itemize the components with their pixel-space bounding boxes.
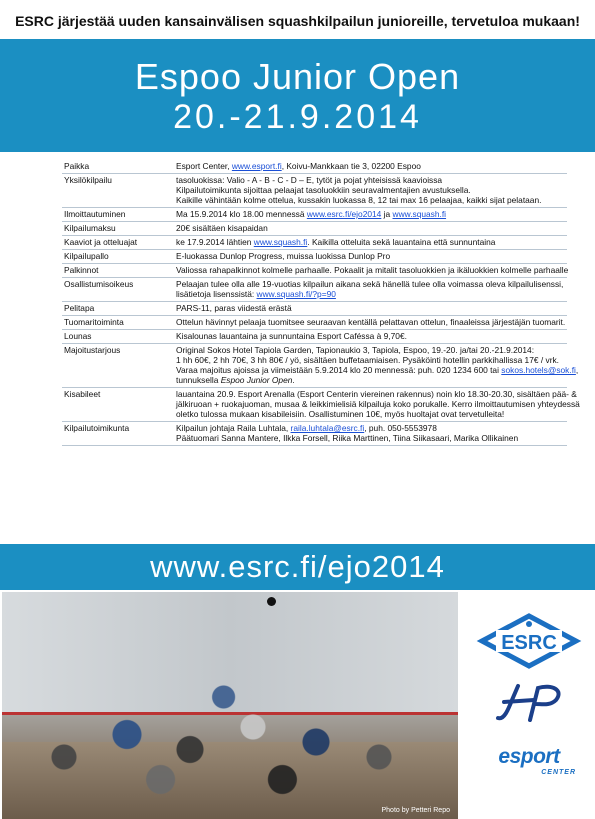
info-text: Kilpailun johtaja Raila Luhtala, bbox=[176, 423, 291, 433]
url-banner[interactable]: www.esrc.fi/ejo2014 bbox=[0, 544, 595, 590]
info-text: jälkiruoan + ruokajuoman, musaa & leikkimielisiä kilpailuja koko porukalle. Kerro ilmoittautumisen yhteydessä bbox=[176, 399, 580, 409]
players-crowd bbox=[22, 652, 442, 802]
info-text: Valiossa rahapalkinnot kolmelle parhaalle. Pokaalit ja mitalit tasoluokkien ja ikäluokkien kolmelle parhaalle bbox=[176, 265, 569, 275]
info-text: Varaa majoitus ajoissa ja viimeistään 5.9.2014 klo 20 mennessä: puh. 020 1234 600 tai bbox=[176, 365, 502, 375]
info-value-line bbox=[176, 365, 578, 375]
esrc-logo bbox=[474, 612, 584, 670]
info-value-line bbox=[176, 433, 567, 443]
info-text: , puh. 050-5553978 bbox=[364, 423, 437, 433]
info-label: Kisabileet bbox=[64, 389, 101, 399]
info-row bbox=[62, 222, 567, 236]
info-text: lisätietoja lisenssistä: bbox=[176, 289, 257, 299]
info-value bbox=[176, 161, 567, 171]
info-text: PARS-11, paras viidestä erästä bbox=[176, 303, 292, 313]
info-value-line bbox=[176, 209, 567, 219]
info-value bbox=[176, 303, 567, 313]
info-text: Ma 15.9.2014 klo 18.00 mennessä bbox=[176, 209, 307, 219]
info-row bbox=[62, 316, 567, 330]
esrc-logo-text: ESRC bbox=[501, 632, 557, 654]
info-value-line bbox=[176, 279, 567, 289]
info-row bbox=[62, 160, 567, 174]
info-value-line bbox=[176, 251, 567, 261]
info-text: ke 17.9.2014 lähtien bbox=[176, 237, 254, 247]
info-text: 1 hh 60€, 2 hh 70€, 3 hh 80€ / yö, sisältäen buffetaamiaisen. Pysäköinti hotellin parkkihallissa 17€ / vrk. bbox=[176, 355, 560, 365]
info-value-line bbox=[176, 331, 567, 341]
info-label: Kilpailutoimikunta bbox=[64, 423, 130, 433]
info-text: Espoo Junior Open bbox=[220, 375, 293, 385]
info-label: Kilpailumaksu bbox=[64, 223, 116, 233]
info-link[interactable]: www.esport.fi bbox=[231, 161, 282, 171]
info-link[interactable]: sokos.hotels@sok.fi bbox=[501, 365, 576, 375]
info-text: . Kaikilla otteluita sekä lauantaina että sunnuntaina bbox=[307, 237, 496, 247]
info-value-line bbox=[176, 389, 580, 399]
info-link[interactable]: www.squash.fi bbox=[392, 209, 447, 219]
info-row bbox=[62, 422, 567, 446]
info-text: ja bbox=[381, 209, 393, 219]
info-value-line bbox=[176, 223, 567, 233]
info-label: Pelitapa bbox=[64, 303, 95, 313]
esport-logo-word: esport bbox=[498, 745, 560, 768]
info-label: Majoitustarjous bbox=[64, 345, 121, 355]
info-value-line bbox=[176, 175, 567, 185]
title-banner bbox=[0, 39, 595, 152]
event-title: Espoo Junior Open bbox=[134, 56, 461, 97]
info-label: Tuomaritoiminta bbox=[64, 317, 124, 327]
group-photo bbox=[2, 592, 458, 819]
info-value-line bbox=[176, 237, 567, 247]
info-value bbox=[176, 265, 568, 275]
info-label: Kilpailupallo bbox=[64, 251, 109, 261]
info-row bbox=[62, 236, 567, 250]
info-value bbox=[176, 209, 567, 219]
info-text: Ottelun hävinnyt pelaaja tuomitsee seuraavan kentällä pelattavan ottelun, finaaleissa järjestäjän tuomarit. bbox=[176, 317, 566, 327]
info-value bbox=[176, 175, 567, 205]
info-label: Lounas bbox=[64, 331, 92, 341]
info-value-line bbox=[176, 303, 567, 313]
info-value-line bbox=[176, 375, 578, 385]
info-value bbox=[176, 279, 567, 299]
info-text: , bbox=[575, 365, 579, 375]
photo-credit: Photo by Petteri Repo bbox=[381, 807, 450, 814]
squash-ball bbox=[267, 597, 276, 606]
info-link[interactable]: raila.luhtala@esrc.fi bbox=[290, 423, 365, 433]
info-link[interactable]: www.squash.fi bbox=[253, 237, 308, 247]
info-value bbox=[176, 317, 567, 327]
info-value bbox=[176, 423, 567, 443]
info-value-line bbox=[176, 317, 567, 327]
info-label: Ilmoittautuminen bbox=[64, 209, 126, 219]
info-label: Palkinnot bbox=[64, 265, 99, 275]
esport-logo-sub: CENTER bbox=[541, 769, 576, 776]
info-value bbox=[176, 345, 578, 385]
info-label: Paikka bbox=[64, 161, 90, 171]
info-value-line bbox=[176, 423, 567, 433]
info-value-line bbox=[176, 409, 580, 419]
info-label: Kaaviot ja otteluajat bbox=[64, 237, 138, 247]
info-label: Yksilökilpailu bbox=[64, 175, 112, 185]
intro-text: ESRC järjestää uuden kansainvälisen squashkilpailun junioreille, tervetuloa mukaan! bbox=[15, 13, 580, 29]
info-row bbox=[62, 278, 567, 302]
info-text: Kaikille vähintään kolme ottelua, kussakin luokassa 8, 12 tai max 16 pelaajaa, kaikki sijat pelataan. bbox=[176, 195, 542, 205]
info-value-line bbox=[176, 265, 568, 275]
info-row bbox=[62, 344, 579, 388]
info-text: tasoluokissa: Valio - A - B - C - D – E, tytöt ja pojat yhteisissä kaavioissa bbox=[176, 175, 443, 185]
info-text: 20€ sisältäen kisapaidan bbox=[176, 223, 268, 233]
info-value bbox=[176, 389, 580, 419]
info-label: Osallistumisoikeus bbox=[64, 279, 134, 289]
info-text: E-luokassa Dunlop Progress, muissa luokissa Dunlop Pro bbox=[176, 251, 391, 261]
info-value bbox=[176, 331, 567, 341]
info-value-line bbox=[176, 195, 567, 205]
info-text: Original Sokos Hotel Tapiola Garden, Tapionaukio 3, Tapiola, Espoo, 19.-20. ja/tai 20.-21.9.2014: bbox=[176, 345, 535, 355]
event-dates: 20.-21.9.2014 bbox=[173, 98, 422, 136]
info-text: lauantaina 20.9. Esport Arenalla (Esport Centerin viereinen rakennus) noin klo 18.30-20.30, sisältäen pää- & bbox=[176, 389, 577, 399]
info-row bbox=[62, 264, 567, 278]
info-value-line bbox=[176, 345, 578, 355]
info-value-line bbox=[176, 161, 567, 171]
info-text: Päätuomari Sanna Mantere, Ilkka Forsell, Riika Marttinen, Tiina Siikasaari, Marika Ollikainen bbox=[176, 433, 519, 443]
info-value-line bbox=[176, 355, 578, 365]
info-row bbox=[62, 302, 567, 316]
info-text: tunnuksella bbox=[176, 375, 221, 385]
info-value-line bbox=[176, 185, 567, 195]
info-text: oletko tulossa mukaan kisabileisiin. Osallistuminen 10€, myös huoltajat ovat tervetulleita! bbox=[176, 409, 505, 419]
info-text: Pelaajan tulee olla alle 19-vuotias kilpailun aikana sekä hänellä tulee olla voimassa oleva kilpailulisenssi, bbox=[176, 279, 564, 289]
info-text: Kilpailutoimikunta sijoittaa pelaajat tasoluokkiin seuravalmentajien avustuksella. bbox=[176, 185, 471, 195]
info-text: Esport Center, bbox=[176, 161, 232, 171]
info-link[interactable]: www.esrc.fi/ejo2014 bbox=[306, 209, 382, 219]
info-link[interactable]: www.squash.fi/?p=90 bbox=[256, 289, 336, 299]
info-value-line bbox=[176, 289, 567, 299]
info-value bbox=[176, 251, 567, 261]
info-text: . bbox=[292, 375, 295, 385]
esport-logo bbox=[474, 745, 584, 781]
info-text: , Koivu-Mankkaan tie 3, 02200 Espoo bbox=[281, 161, 421, 171]
info-row bbox=[62, 174, 567, 208]
info-row bbox=[62, 330, 567, 344]
info-value bbox=[176, 223, 567, 233]
info-row bbox=[62, 388, 580, 422]
info-row bbox=[62, 250, 567, 264]
info-value-line bbox=[176, 399, 580, 409]
info-value bbox=[176, 237, 567, 247]
info-table bbox=[62, 160, 580, 446]
hp-logo bbox=[490, 680, 570, 728]
info-text: Kisalounas lauantaina ja sunnuntaina Esport Caféssa à 9,70€. bbox=[176, 331, 407, 341]
info-row bbox=[62, 208, 567, 222]
